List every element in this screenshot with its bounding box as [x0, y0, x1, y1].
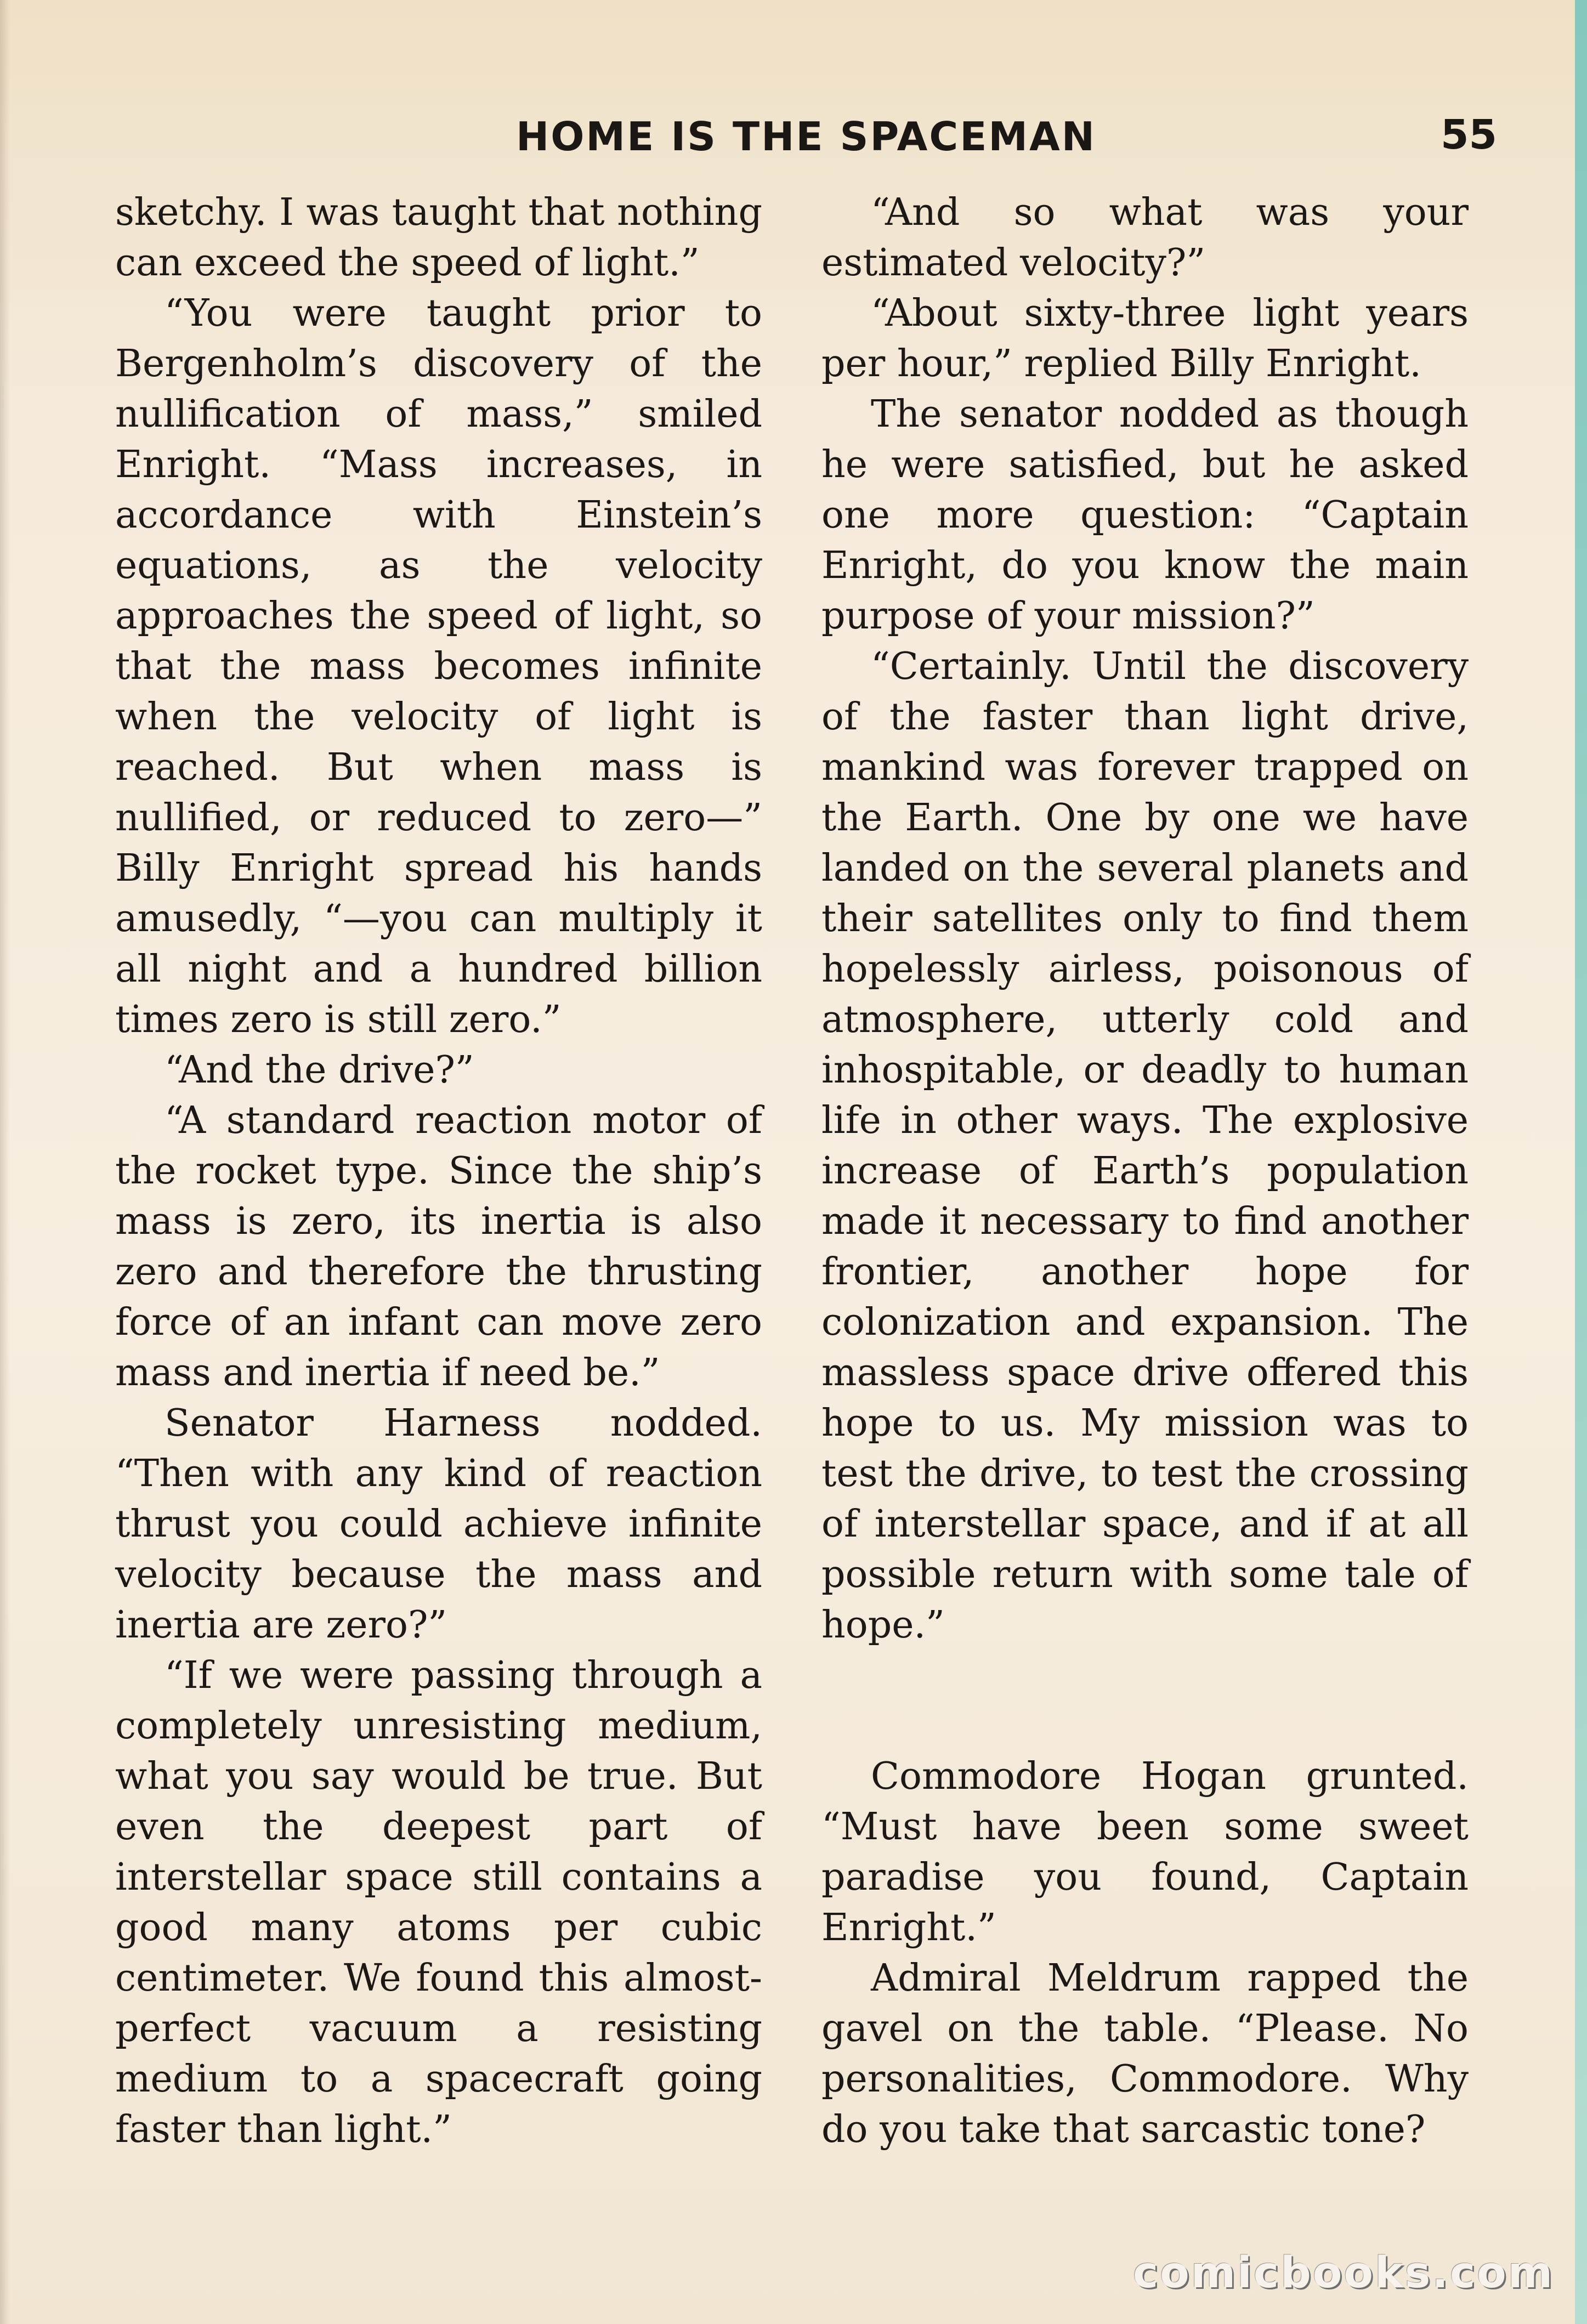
right-column [821, 188, 1469, 2155]
paragraph: “You were taught prior to Bergenholm’s discovery of the nullification of mass,” smiled Enright. “Mass increases, in accordance with Einstein’s equations, as the velocity approaches the speed of light, so that the mass becomes infinite when the velocity of light is reached. But when mass is nullified, or reduced to zero—” Billy Enright spread his hands amusedly, “—you can multiply it all night and a hundred billion times zero is still zero.” [115, 292, 762, 1041]
section-break [821, 1651, 1469, 1751]
paragraph: “And so what was your estimated velocity?” [821, 191, 1469, 285]
paragraph: “Certainly. Until the discovery of the faster than light drive, mankind was forever trapped on the Earth. One by one we have landed on the several planets and their satellites only to find them hopelessly airless, poisonous of atmosphere, utterly cold and inhospitable, or deadly to human life in other ways. The explosive increase of Earth’s population made it necessary to find another frontier, another hope for colonization and expansion. The massless space drive offered this hope to us. My mission was to test the drive, to test the crossing of interstellar space, and if at all possible return with some tale of hope.” [821, 645, 1469, 1647]
paragraph: “About sixty-three light years per hour,” replied Billy Enright. [821, 292, 1469, 386]
paragraph: Admiral Meldrum rapped the gavel on the table. “Please. No personalities, Commodore. Why do you take that sarcastic tone? [821, 1957, 1469, 2151]
page-number: 55 [1441, 111, 1497, 158]
paragraph: “If we were passing through a completely unresisting medium, what you say would be true. But even the deepest part of interstellar space still contains a good many atoms per cubic centimeter. We found this almost-perfect vacuum a resisting medium to a spacecraft going faster than light.” [115, 1654, 762, 2151]
paragraph: Commodore Hogan grunted. “Must have been some sweet paradise you found, Captain Enright.” [821, 1755, 1469, 1949]
page-edge-strip [1575, 0, 1587, 2324]
watermark: comicbooks.com [1132, 2248, 1554, 2298]
running-title: HOME IS THE SPACEMAN [515, 114, 1097, 160]
paragraph: “And the drive?” [165, 1048, 474, 1092]
page-gutter-shadow [0, 0, 10, 2324]
paragraph: Senator Harness nodded. “Then with any kind of reaction thrust you could achieve infinite velocity because the mass and inertia are zero?” [115, 1402, 762, 1647]
left-column [115, 188, 762, 2155]
page-header [115, 107, 1497, 167]
paragraph: The senator nodded as though he were satisfied, but he asked one more question: “Captain Enright, do you know the main purpose of your mission?” [821, 393, 1469, 638]
paragraph: sketchy. I was taught that nothing can exceed the speed of light.” [115, 191, 762, 285]
paragraph: “A standard reaction motor of the rocket type. Since the ship’s mass is zero, its inertia is also zero and therefore the thrusting force of an infant can move zero mass and inertia if need be.” [115, 1099, 762, 1395]
